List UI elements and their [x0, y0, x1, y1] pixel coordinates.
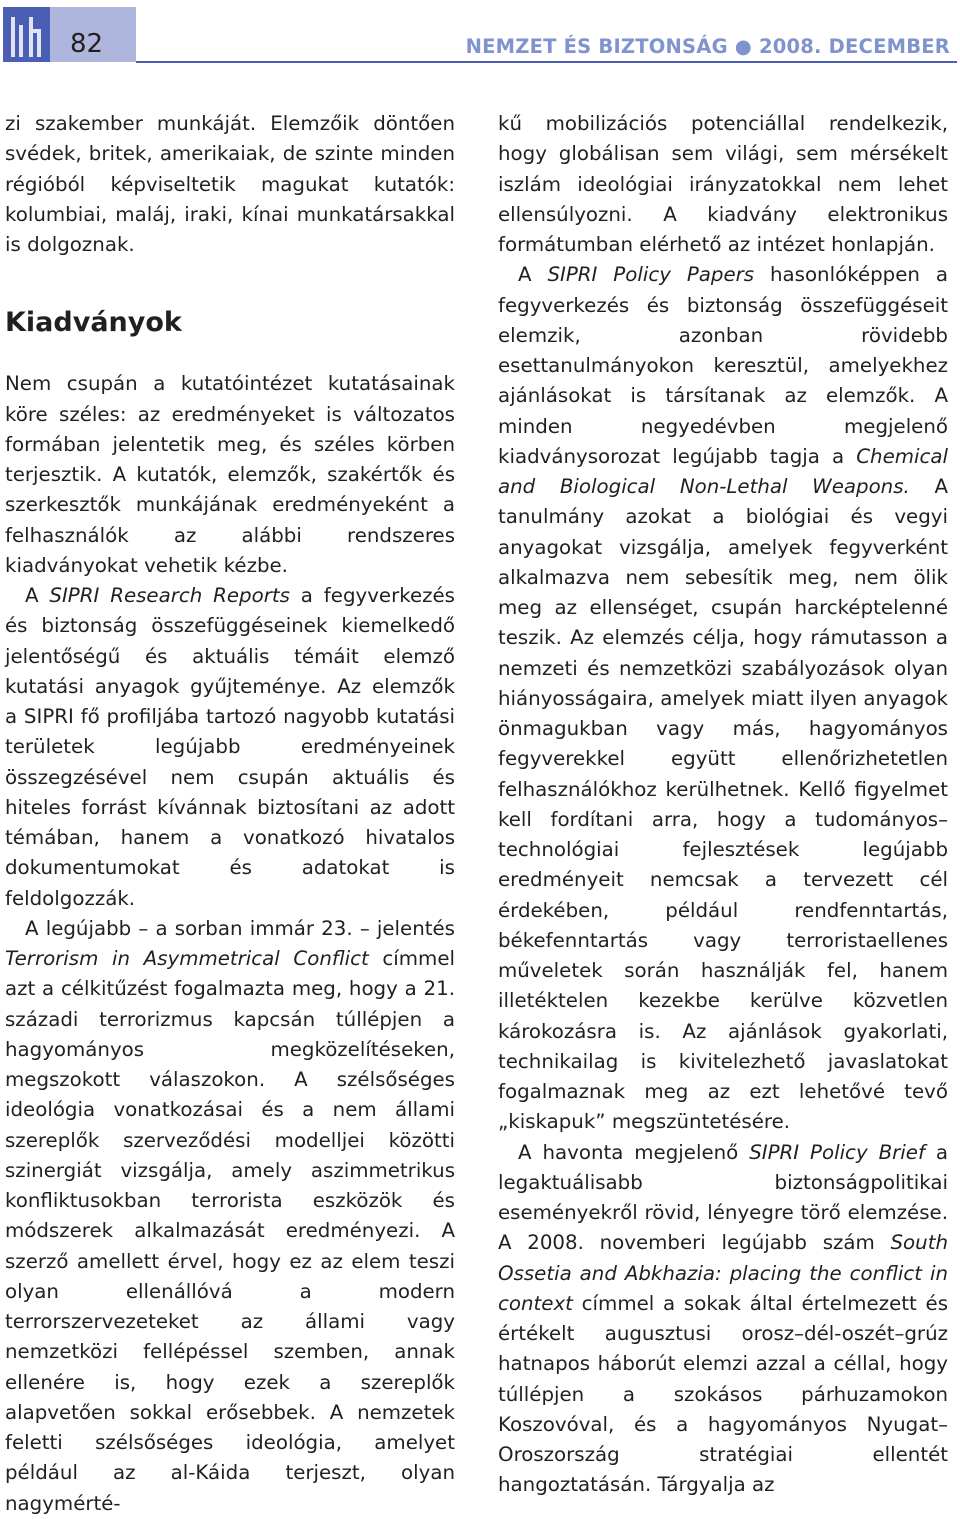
right-column: [498, 109, 948, 1501]
publication-title: Terrorism in Asymmetrical Conflict: [5, 947, 369, 970]
paragraph: A legújabb – a sorban immár 23. – jelentés Terrorism in Asymmetrical Conflict címmel azt a célkitűzést fogalmazta meg, hogy a 21. századi terrorizmus kapcsán túllépjen a hagyományos megközelítéseken, megszokott válaszokon. A szélsőséges ideológia vonatkozásai és a nem állami szereplők szerveződési modelljei közötti szinergiát vizsgálja, amely aszimmetrikus konfliktusokban terrorista eszközök és módszerek alkalmazását eredményezi. A szerző amellett érvel, hogy ez az elem teszi olyan ellenállóvá a modern terrorszervezeteket az állami vagy nemzetközi fellépéssel szemben, annak ellenére is, hogy ezek a szereplők alapvetően sokkal erősebbek. A nemzetek feletti szélsőséges ideológia, amelyet például az al-Káida terjeszt, olyan nagymérté-: [5, 916, 455, 1515]
publication-title: SIPRI Research Reports: [49, 584, 290, 607]
section-heading: Kiadványok: [5, 307, 182, 339]
publication-title: SIPRI Policy Papers: [547, 263, 755, 287]
header-rule: [136, 61, 957, 63]
journal-logo-icon: [3, 7, 50, 62]
journal-title: NEMZET ÉS BIZTONSÁG ● 2008. DECEMBER: [465, 35, 950, 58]
intro-paragraph: zi szakember munkáját. Elemzőik döntően svédek, britek, amerikaiak, de szinte minden régióból képviseltetik magukat kutatók: kolumbiai, maláj, iraki, kínai munkatársakkal is dolgoznak.: [5, 112, 455, 256]
paragraph: A havonta megjelenő SIPRI Policy Brief a legaktuálisabb biztonságpolitikai eseményekről rövid, lényegre törő elemzése. A 2008. novemberi legújabb szám South Ossetia and Abkhazia: placing the conflict in context címmel a sokak által értelmezett és értékelt augusztusi orosz–dél-oszét–grúz hatnapos háborút elemzi azzal a céllal, hogy túllépjen a szokásos párhuzamokon Koszovóval, és a hagyományos Nyugat–Oroszország stratégiai ellentét hangoztatásán. Tárgyalja az: [498, 1140, 948, 1497]
paragraph: Nem csupán a kutatóintézet kutatásainak köre széles: az eredményeket is változatos formában jelentetik meg, és széles körben terjesztik. A kutatók, elemzők, szakértők és szerkesztők munkájának eredményeként a felhasználók az alábbi rendszeres kiadványokat vehetik kézbe.: [5, 372, 455, 577]
paragraph: kű mobilizációs potenciállal rendelkezik, hogy globálisan sem világi, sem mérsékelt iszlám ideológiai irányzatokkal nem lehet ellensúlyozni. A kiadvány elektronikus formátumban elérhető az intézet honlapján.: [498, 112, 948, 256]
paragraph: A SIPRI Research Reports a fegyverkezés és biztonság összefüggéseinek kiemelkedő jelentőségű és aktuális témáit elemző kutatási anyagok gyűjteménye. Az elemzők a SIPRI fő profiljába tartozó nagyobb kutatási területek legújabb eredményeinek összegzésével nem csupán aktuális és hiteles forrást kívánnak biztosítani az adott témában, hanem a vonatkozó hivatalos dokumentumokat és adatokat is feldolgozzák.: [5, 584, 455, 910]
page-number: 82: [70, 29, 104, 59]
publication-title: South Ossetia and Abkhazia: placing the conflict in context: [498, 1231, 948, 1315]
page-header: [0, 0, 960, 66]
publication-title: Chemical and Biological Non-Lethal Weapons.: [498, 444, 948, 498]
left-column: [5, 109, 455, 1519]
publication-title: SIPRI Policy Brief: [749, 1140, 925, 1164]
paragraph: A SIPRI Policy Papers hasonlóképpen a fegyverkezés és biztonság összefüggéseit elemzik, azonban rövidebb esettanulmányokon keresztül, amelyekhez ajánlásokat is társítanak az elemzők. A minden negyedévben megjelenő kiadványsorozat legújabb tagja a Chemical and Biological Non-Lethal Weapons. A tanulmány azokat a biológiai és vegyi anyagokat vizsgálja, amelyek fegyverként alkalmazva nem sebesítik meg, nem ölik meg az ellenséget, csupán harcképtelenné teszik. Az elemzés célja, hogy rámutasson a nemzeti és nemzetközi szabályozások olyan hiányosságaira, amelyek miatt ilyen anyagok önmagukban vagy más, hagyományos fegyverekkel együtt ellenőrizhetetlen felhasználókhoz kerülhetnek. Kellő figyelmet kell fordítani arra, hogy a tudományos–technológiai fejlesztések legújabb eredményeit nemcsak a tervezett cél érdekében, például rendfenntartás, békefenntartás vagy terroristaellenes műveletek során használják fel, hanem illetéktelen kezekbe kerülve közvetlen károkozásra is. Az ajánlások gyakorlati, technikailag is kivitelezhető javaslatokat fogalmaznak meg az ezt lehetővé tevő „kiskapuk” megszüntetésére.: [498, 263, 948, 1134]
